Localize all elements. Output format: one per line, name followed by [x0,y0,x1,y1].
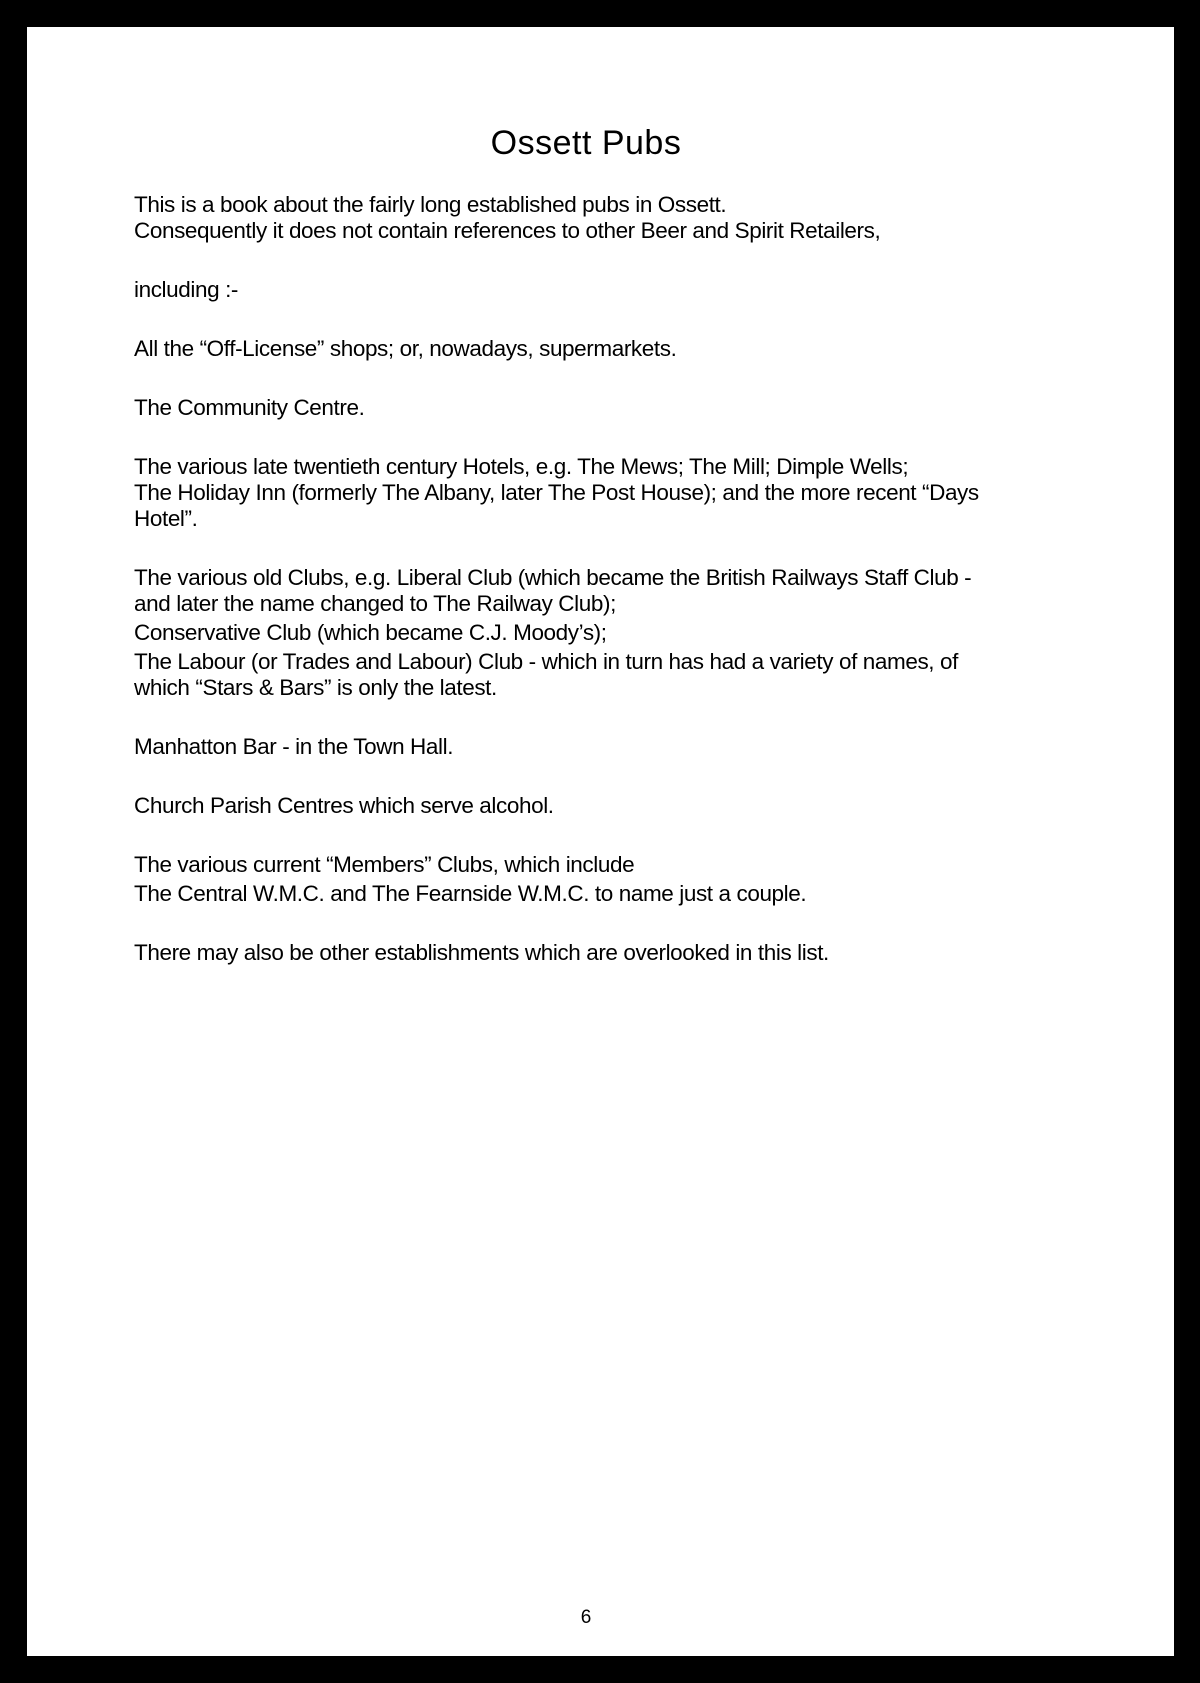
paragraph-line: including :- [134,277,239,302]
paragraph-manhatton-bar [134,734,1054,760]
paragraph-line: There may also be other establishments which are overlooked in this list. [134,940,829,965]
paragraph-line: The various current “Members” Clubs, which include [134,852,635,877]
document-page [27,27,1174,1656]
paragraph-line: The Community Centre. [134,395,365,420]
paragraph-line: and later the name changed to The Railway Club); [134,591,616,616]
paragraph-old-clubs [134,565,1054,701]
paragraph-line: Manhatton Bar - in the Town Hall. [134,734,454,759]
paragraph-other-establishments [134,940,1054,966]
paragraph-line: The Central W.M.C. and The Fearnside W.M.C. to name just a couple. [134,881,807,906]
paragraph-church-centres [134,793,1054,819]
paragraph-line: Hotel”. [134,506,198,531]
paragraph-off-license [134,336,1054,362]
page-number: 6 [580,1607,592,1628]
page-title: Ossett Pubs [490,124,682,162]
paragraph-line: This is a book about the fairly long established pubs in Ossett. [134,192,727,217]
paragraph-line: The various old Clubs, e.g. Liberal Club (which became the British Railways Staff Club - [134,565,972,590]
body-text [134,192,1054,999]
paragraph-community-centre [134,395,1054,421]
paragraph-line: The Holiday Inn (formerly The Albany, later The Post House); and the more recent “Days [134,480,979,505]
paragraph-line: The Labour (or Trades and Labour) Club - which in turn has had a variety of names, of [134,649,958,674]
paragraph-line: The various late twentieth century Hotels, e.g. The Mews; The Mill; Dimple Wells; [134,454,909,479]
paragraph-intro [134,192,1054,244]
paragraph-line: All the “Off-License” shops; or, nowadays, supermarkets. [134,336,677,361]
paragraph-members-clubs [134,852,1054,907]
paragraph-line: which “Stars & Bars” is only the latest. [134,675,497,700]
paragraph-line: Church Parish Centres which serve alcohol. [134,793,554,818]
paragraph-line: Conservative Club (which became C.J. Moody’s); [134,620,607,645]
paragraph-including [134,277,1054,303]
paragraph-hotels [134,454,1054,532]
paragraph-line: Consequently it does not contain references to other Beer and Spirit Retailers, [134,218,881,243]
